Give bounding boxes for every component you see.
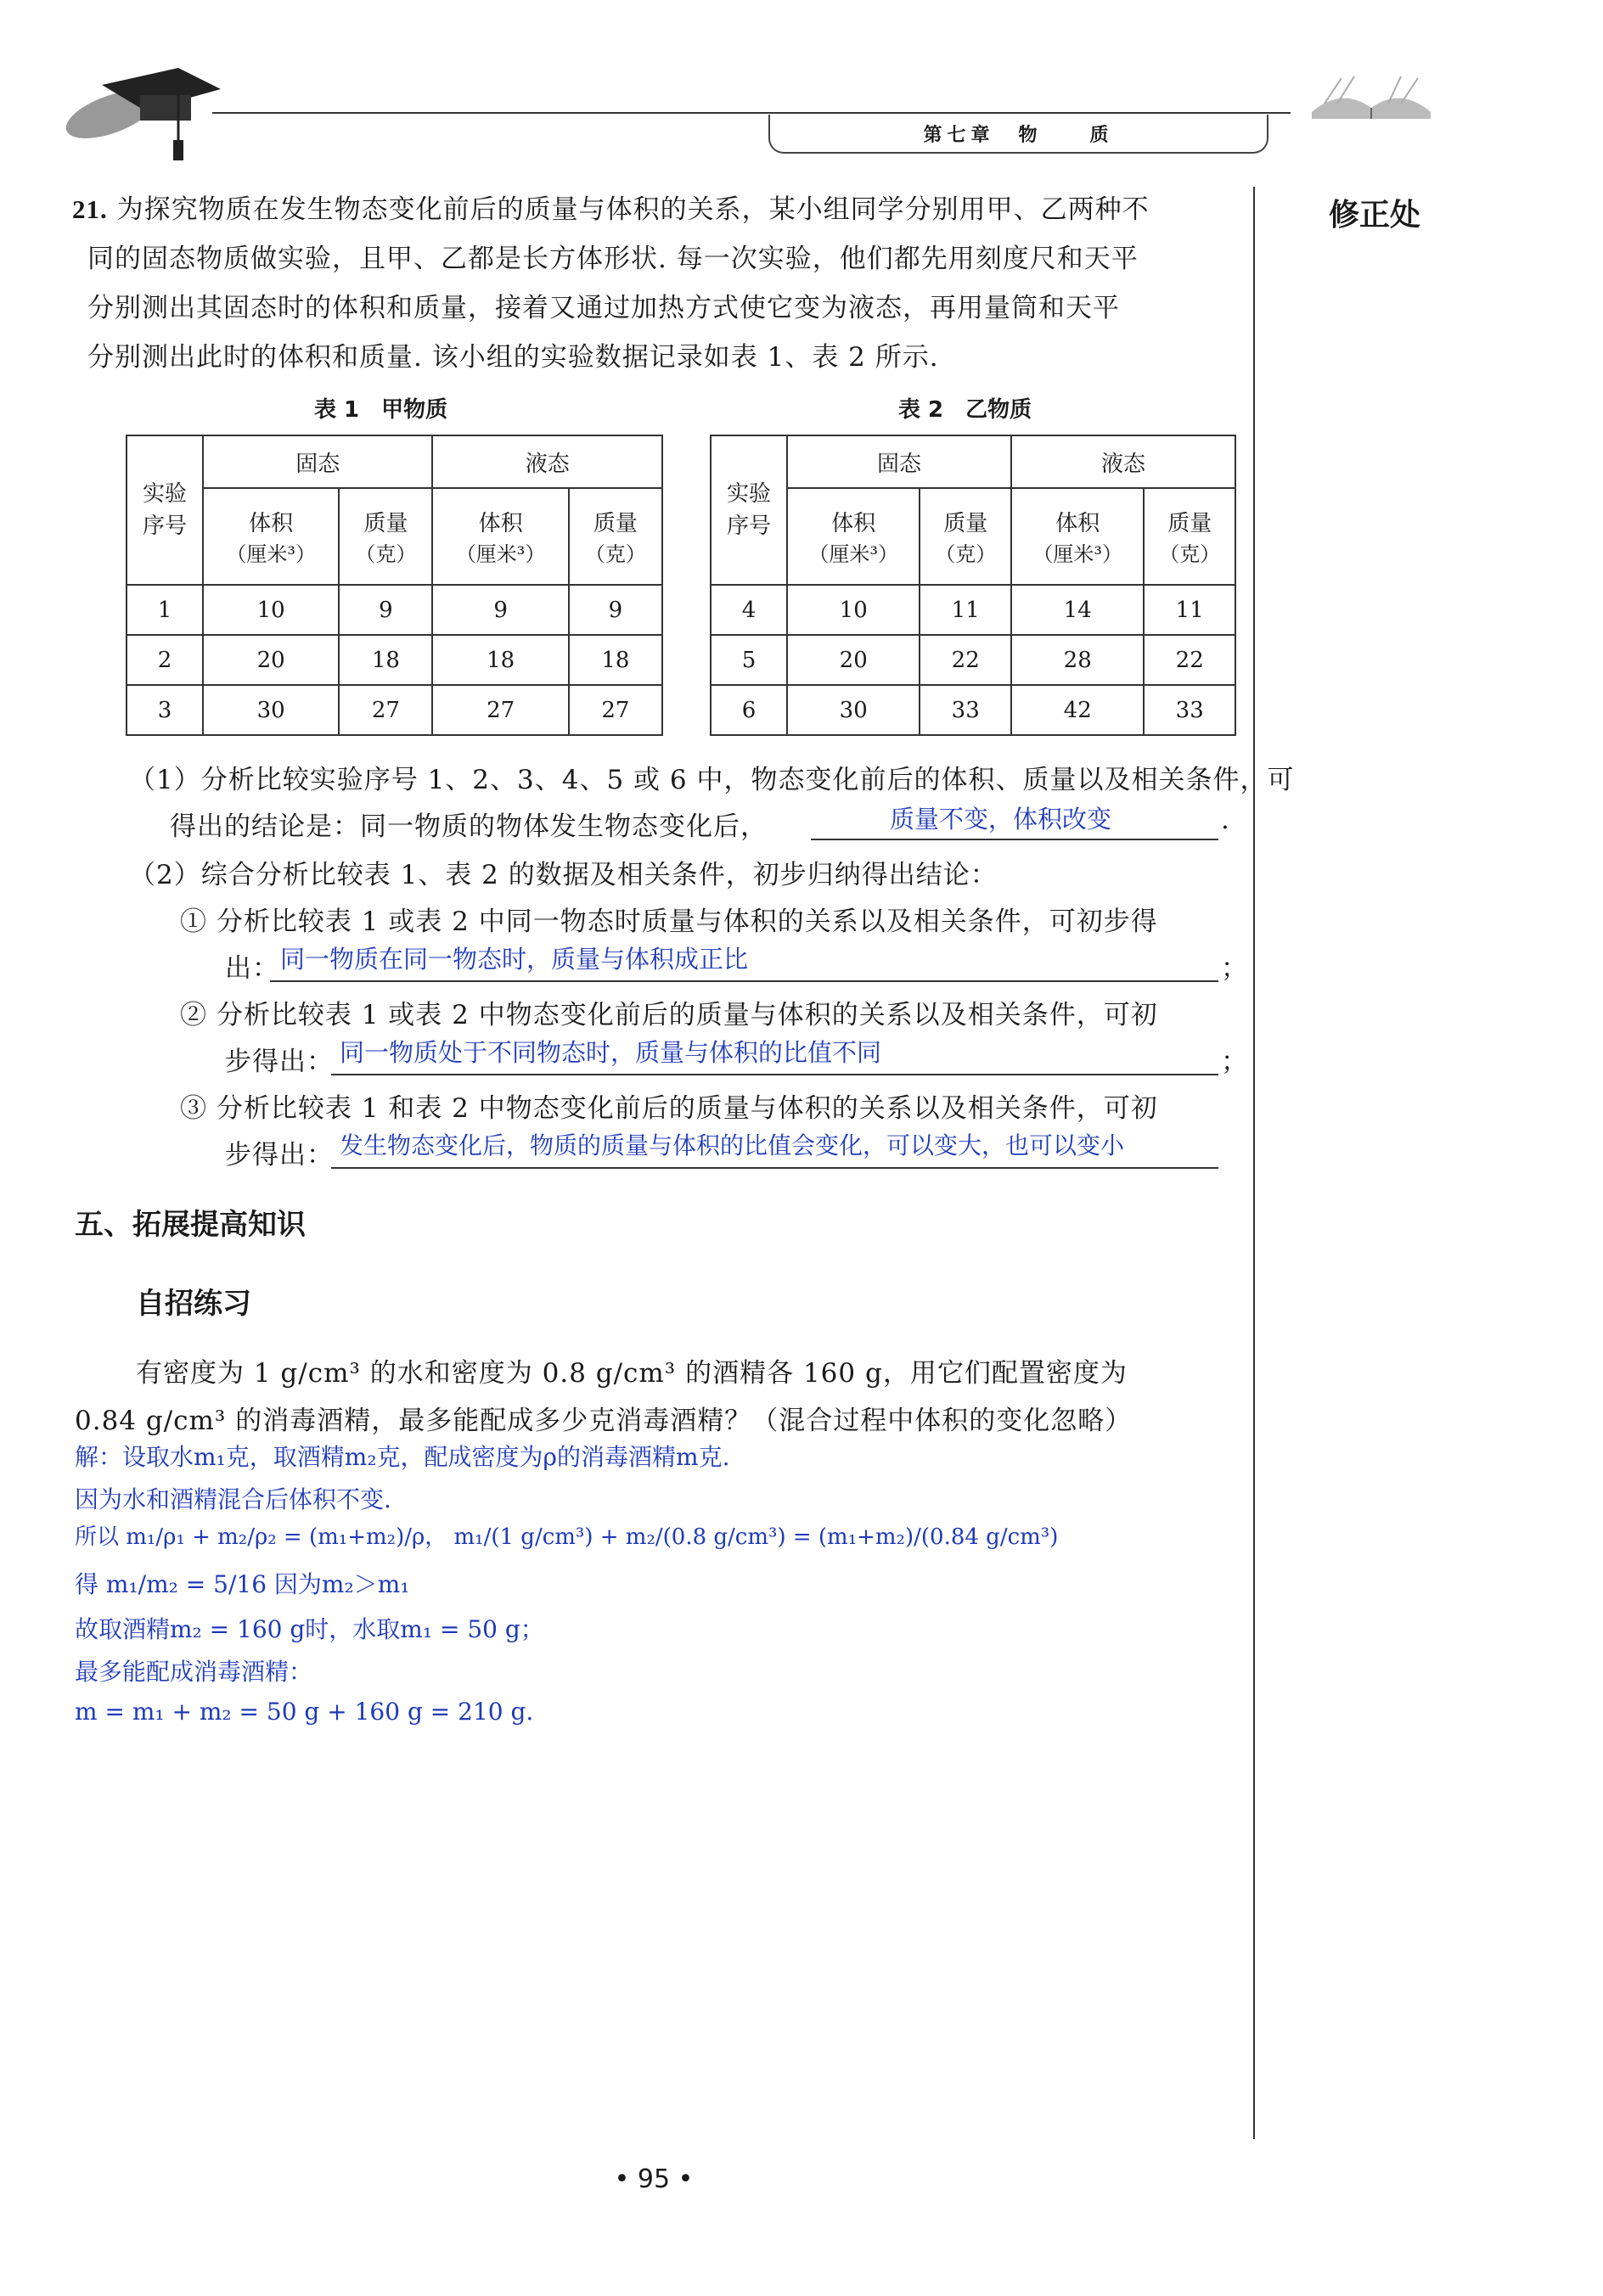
table-cell: 18	[432, 635, 568, 685]
sub1-answer: 同一物质在同一物态时，质量与体积成正比	[280, 945, 749, 974]
stem-line: 分别测出此时的体积和质量. 该小组的实验数据记录如表 1、表 2 所示.	[87, 342, 939, 373]
table-cell: 10	[203, 585, 339, 635]
table-row	[711, 635, 1235, 685]
stem-line: 同的固态物质做实验，且甲、乙都是长方体形状. 每一次实验，他们都先用刻度尺和天平	[87, 244, 1139, 274]
table-cell: 11	[1144, 585, 1235, 635]
table-cell: 2	[127, 635, 203, 685]
semicolon: ；	[1221, 953, 1248, 984]
table-cell: 27	[339, 685, 432, 735]
table-cell: 22	[1144, 635, 1235, 685]
table-cell: 5	[711, 635, 787, 685]
solution-line: 得 m₁/m₂ = 5/16 因为m₂＞m₁	[75, 1570, 410, 1598]
subsection-title: 自招练习	[136, 1287, 251, 1321]
open-book-icon	[1308, 70, 1435, 121]
table-cell: 1	[127, 585, 203, 635]
section-title: 五、拓展提高知识	[75, 1208, 306, 1242]
sub3-line1: ③ 分析比较表 1 和表 2 中物态变化前后的质量与体积的关系以及相关条件，可初	[180, 1093, 1158, 1124]
table-cell: 27	[432, 685, 568, 735]
table1-seq-header: 实验序号	[127, 435, 203, 585]
table-cell: 27	[569, 685, 662, 735]
answer-blank	[331, 1074, 1218, 1075]
sub1-line2: 出：	[225, 953, 279, 984]
table-cell: 4	[711, 585, 787, 635]
chapter-title: 第七章 物 质	[768, 115, 1268, 154]
table-row	[127, 635, 662, 685]
table-cell: 33	[1144, 685, 1235, 735]
solution-line: 因为水和酒精混合后体积不变.	[75, 1485, 391, 1513]
problem-line1: 有密度为 1 g/cm³ 的水和密度为 0.8 g/cm³ 的酒精各 160 g，用它们配置密度为	[136, 1358, 1128, 1389]
answer-blank	[270, 980, 1218, 982]
table-cell: 14	[1011, 585, 1144, 635]
table1-caption: 表 1 甲物质	[314, 397, 448, 423]
table-cell: 18	[569, 635, 662, 685]
stem-line: 为探究物质在发生物态变化前后的质量与体积的关系，某小组同学分别用甲、乙两种不	[116, 194, 1150, 225]
table2-liquid-header: 液态	[1011, 435, 1235, 488]
table2	[710, 435, 1236, 736]
part2-intro: （2）综合分析比较表 1、表 2 的数据及相关条件，初步归纳得出结论：	[129, 860, 998, 890]
part1-line2: 得出的结论是：同一物质的物体发生物态变化后，	[170, 811, 768, 842]
table-cell: 20	[787, 635, 920, 685]
table1-mass-header: 质量 （克）	[569, 488, 662, 585]
table-cell: 11	[920, 585, 1011, 635]
header-rule	[212, 112, 1291, 114]
sub2-line2: 步得出：	[225, 1047, 334, 1077]
table1-mass-header: 质量 （克）	[339, 488, 432, 585]
table-cell: 30	[203, 685, 339, 735]
table2-seq-header: 实验序号	[711, 435, 787, 585]
table1	[126, 435, 663, 736]
part1-answer: 质量不变，体积改变	[890, 805, 1112, 834]
sub2-answer: 同一物质处于不同物态时，质量与体积的比值不同	[340, 1038, 882, 1067]
answer-blank	[331, 1167, 1218, 1169]
table2-volume-header: 体积 （厘米³）	[1011, 488, 1144, 585]
part1-line1: （1）分析比较实验序号 1、2、3、4、5 或 6 中，物态变化前后的体积、质量以及相关条件，可	[129, 765, 1295, 795]
table-row	[711, 585, 1235, 635]
table1-volume-header: 体积 （厘米³）	[203, 488, 339, 585]
graduation-cap-icon	[51, 51, 221, 166]
part1-end: .	[1221, 805, 1230, 835]
page-number: • 95 •	[614, 2164, 694, 2194]
table1-solid-header: 固态	[203, 435, 432, 488]
sub2-line1: ② 分析比较表 1 或表 2 中物态变化前后的质量与体积的关系以及相关条件，可初	[180, 1000, 1158, 1030]
table-cell: 30	[787, 685, 920, 735]
solution-line: 所以 m₁/ρ₁ + m₂/ρ₂ = (m₁+m₂)/ρ， m₁/(1 g/cm³) + m₂/(0.8 g/cm³) = (m₁+m₂)/(0.84 g/cm³)	[75, 1524, 1059, 1550]
solution-line: m = m₁ + m₂ = 50 g + 160 g = 210 g.	[75, 1698, 534, 1726]
table-row	[127, 585, 662, 635]
stem-line: 分别测出其固态时的体积和质量，接着又通过加热方式使它变为液态，再用量筒和天平	[87, 293, 1120, 323]
table-cell: 28	[1011, 635, 1144, 685]
margin-divider	[1253, 187, 1255, 2139]
problem-line2: 0.84 g/cm³ 的消毒酒精，最多能配成多少克消毒酒精？（混合过程中体积的变化忽略）	[75, 1406, 1133, 1436]
table2-mass-header: 质量 （克）	[920, 488, 1011, 585]
table-cell: 20	[203, 635, 339, 685]
semicolon: ；	[1221, 1047, 1248, 1077]
sub3-line2: 步得出：	[225, 1140, 334, 1170]
table-cell: 9	[339, 585, 432, 635]
solution-line: 故取酒精m₂ = 160 g时，水取m₁ = 50 g；	[75, 1615, 544, 1643]
revise-label: 修正处	[1329, 198, 1421, 233]
table-cell: 9	[432, 585, 568, 635]
answer-blank	[811, 839, 1218, 840]
table2-solid-header: 固态	[787, 435, 1011, 488]
table-cell: 9	[569, 585, 662, 635]
table-cell: 6	[711, 685, 787, 735]
sub3-answer: 发生物态变化后，物质的质量与体积的比值会变化，可以变大，也可以变小	[340, 1131, 1125, 1159]
table2-volume-header: 体积 （厘米³）	[787, 488, 920, 585]
table-row	[711, 685, 1235, 735]
question-number: 21.	[72, 194, 108, 224]
table-row	[127, 685, 662, 735]
table1-liquid-header: 液态	[432, 435, 662, 488]
sub1-line1: ① 分析比较表 1 或表 2 中同一物态时质量与体积的关系以及相关条件，可初步得	[180, 907, 1158, 937]
solution-line: 解：设取水m₁克，取酒精m₂克，配成密度为ρ的消毒酒精m克.	[75, 1443, 730, 1471]
table2-mass-header: 质量 （克）	[1144, 488, 1235, 585]
solution-line: 最多能配成消毒酒精：	[75, 1658, 313, 1686]
table2-caption: 表 2 乙物质	[898, 397, 1032, 423]
question-21	[72, 185, 1244, 382]
table-cell: 33	[920, 685, 1011, 735]
table-cell: 10	[787, 585, 920, 635]
table1-volume-header: 体积 （厘米³）	[432, 488, 568, 585]
table-cell: 18	[339, 635, 432, 685]
table-cell: 42	[1011, 685, 1144, 735]
table-cell: 3	[127, 685, 203, 735]
table-cell: 22	[920, 635, 1011, 685]
